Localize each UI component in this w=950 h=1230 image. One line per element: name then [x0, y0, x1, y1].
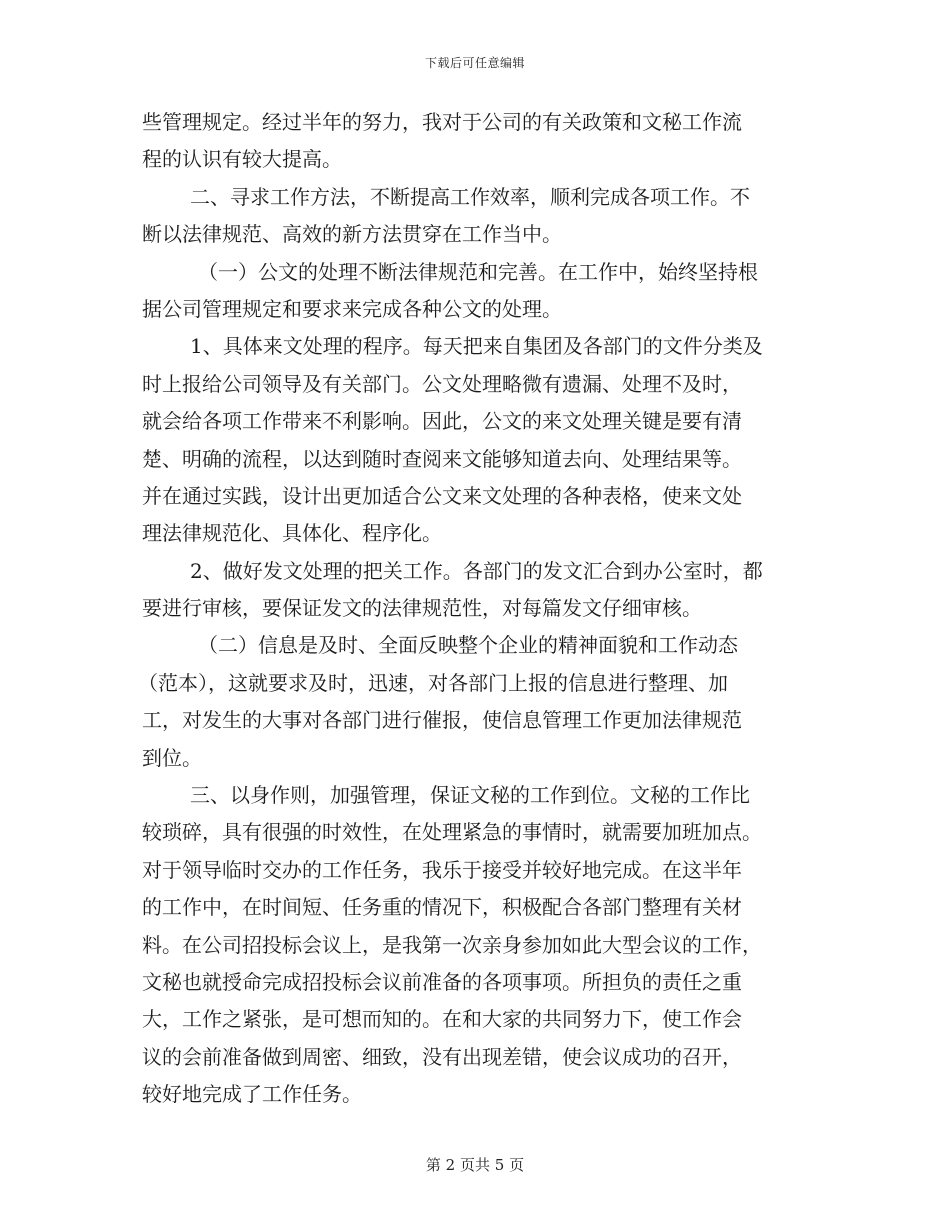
- text-line: （范本），这就要求及时，迅速，对各部门上报的信息进行整理、加: [138, 670, 728, 695]
- text-line: 些管理规定。经过半年的努力，我对于公司的有关政策和文秘工作流: [142, 110, 742, 134]
- text-line: 到位。: [142, 745, 202, 770]
- text-line: 议的会前准备做到周密、细致，没有出现差错，使会议成功的召开，: [142, 1044, 742, 1069]
- text-line: 楚、明确的流程，以达到随时查阅来文能够知道去向、处理结果等。: [142, 446, 742, 471]
- text-line: 要进行审核，要保证发文的法律规范性，对每篇发文仔细审核。: [142, 596, 702, 621]
- text-line: 据公司管理规定和要求来完成各种公文的处理。: [142, 296, 562, 321]
- text-line: 大，工作之紧张，是可想而知的。在和大家的共同努力下，使工作会: [142, 1007, 742, 1032]
- page-header: 下载后可任意编辑: [424, 56, 525, 70]
- text-line: 的工作中，在时间短、任务重的情况下，积极配合各部门整理有关材: [142, 895, 742, 920]
- paragraph-start-line: 2、做好发文处理的把关工作。各部门的发文汇合到办公室时，都: [190, 558, 763, 583]
- paragraph-start-line: 二、寻求工作方法，不断提高工作效率，顺利完成各项工作。不: [190, 184, 750, 209]
- text-line: 就会给各项工作带来不利影响。因此，公文的来文处理关键是要有清: [142, 409, 742, 434]
- paragraph-start-line: （二）信息是及时、全面反映整个企业的精神面貌和工作动态: [198, 633, 738, 658]
- document-body: [138, 104, 810, 1114]
- text-line: 工，对发生的大事对各部门进行催报，使信息管理工作更加法律规范: [142, 708, 742, 733]
- paragraph-start-line: 1、具体来文处理的程序。每天把来自集团及各部门的文件分类及: [190, 334, 763, 359]
- paragraph-start-line: （一）公文的处理不断法律规范和完善。在工作中，始终坚持根: [198, 259, 758, 284]
- text-line: 时上报给公司领导及有关部门。公文处理略微有遗漏、处理不及时，: [142, 371, 742, 396]
- text-line: 程的认识有较大提高。: [142, 147, 342, 172]
- text-line: 断以法律规范、高效的新方法贯穿在工作当中。: [142, 222, 562, 247]
- text-line: 对于领导临时交办的工作任务，我乐于接受并较好地完成。在这半年: [142, 857, 742, 882]
- text-line: 较琐碎，具有很强的时效性，在处理紧急的事情时，就需要加班加点。: [142, 820, 762, 845]
- page-footer: 第 2 页共 5 页: [425, 1156, 525, 1174]
- text-line: 较好地完成了工作任务。: [142, 1082, 362, 1107]
- text-line: 文秘也就授命完成招投标会议前准备的各项事项。所担负的责任之重: [142, 969, 742, 994]
- text-line: 并在通过实践，设计出更加适合公文来文处理的各种表格，使来文处: [142, 483, 742, 508]
- text-line: 理法律规范化、具体化、程序化。: [142, 521, 442, 546]
- paragraph-start-line: 三、以身作则，加强管理，保证文秘的工作到位。文秘的工作比: [190, 783, 750, 808]
- text-line: 料。在公司招投标会议上，是我第一次亲身参加如此大型会议的工作，: [142, 932, 762, 957]
